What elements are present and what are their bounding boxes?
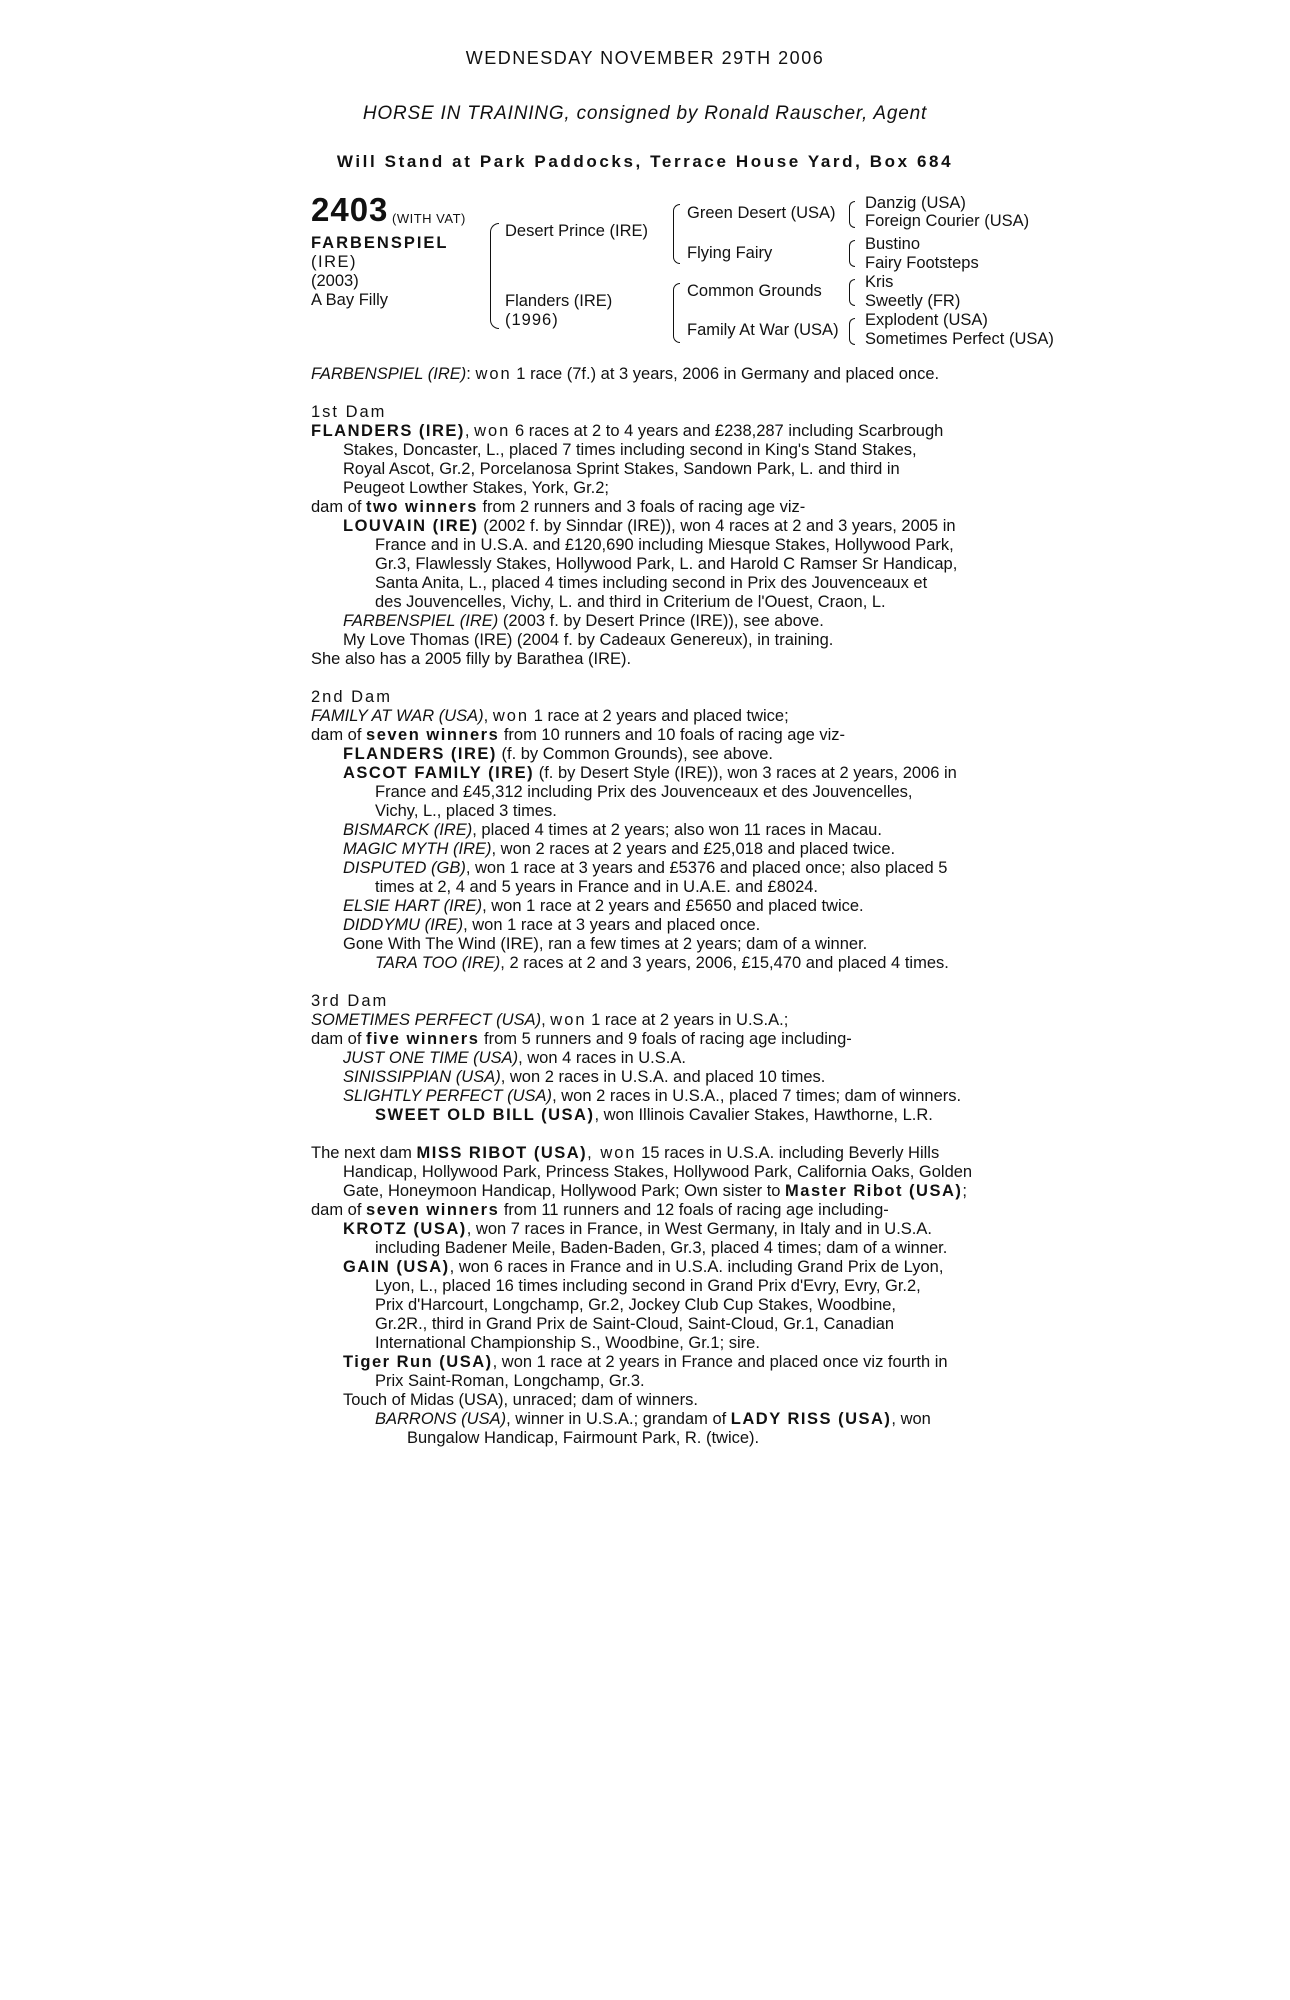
horse-year: (2003) — [311, 272, 359, 290]
pedigree-sss: Danzig (USA) — [865, 194, 966, 212]
pedigree-ddd: Sometimes Perfect (USA) — [865, 330, 1054, 348]
progeny-name: MAGIC MYTH (IRE) — [343, 840, 492, 858]
progeny-name: Tiger Run (USA) — [343, 1353, 493, 1371]
progeny-text: , won 1 race at 2 years in France and placed once viz fourth in — [492, 1353, 948, 1371]
progeny-line: times at 2, 4 and 5 years in France and in U.A.E. and £8024. — [375, 878, 819, 896]
progeny-line: Gone With The Wind (IRE), ran a few times at 2 years; dam of a winner. — [343, 935, 868, 953]
progeny-name: ASCOT FAMILY (IRE) — [343, 764, 535, 782]
second-dam-produce-post: from 10 runners and 10 foals of racing age viz- — [499, 726, 846, 744]
summary-text: 1 race (7f.) at 3 years, 2006 in Germany and placed once. — [511, 365, 940, 383]
progeny-text: , won 1 race at 3 years and placed once. — [463, 916, 761, 934]
pedigree-sire-dam: Flying Fairy — [687, 244, 773, 262]
progeny-text: (2002 f. by Sinndar (IRE)), won 4 races at 2 and 3 years, 2005 in — [478, 517, 956, 535]
progeny-name: FLANDERS (IRE) — [343, 745, 497, 763]
progeny-name: JUST ONE TIME (USA) — [343, 1049, 519, 1067]
progeny-name: SLIGHTLY PERFECT (USA) — [343, 1087, 553, 1105]
summary-won: won — [475, 365, 512, 383]
third-dam-won: won — [550, 1011, 587, 1029]
progeny-name: ELSIE HART (IRE) — [343, 897, 483, 915]
horse-name: FARBENSPIEL — [311, 234, 449, 252]
next-dam-winners-count: seven winners — [366, 1201, 500, 1219]
horse-description: A Bay Filly — [311, 291, 389, 309]
progeny-name: TARA TOO (IRE) — [375, 954, 501, 972]
sale-date: WEDNESDAY NOVEMBER 29TH 2006 — [465, 48, 825, 68]
pedigree-brace-1 — [490, 223, 499, 329]
next-dam-line: Gate, Honeymoon Handicap, Hollywood Park; Own sister to — [343, 1182, 786, 1200]
third-dam-name: SOMETIMES PERFECT (USA) — [311, 1011, 542, 1029]
progeny-line: Lyon, L., placed 16 times including second in Grand Prix d'Evry, Evry, Gr.2, — [375, 1277, 921, 1295]
pedigree-sire: Desert Prince (IRE) — [505, 222, 649, 240]
progeny-name: LADY RISS (USA) — [730, 1410, 892, 1428]
progeny-name: FARBENSPIEL (IRE) — [343, 612, 499, 630]
first-dam-line: Royal Ascot, Gr.2, Porcelanosa Sprint Stakes, Sandown Park, L. and third in — [343, 460, 900, 478]
next-dam-line: ; — [962, 1182, 967, 1200]
progeny-line: including Badener Meile, Baden-Baden, Gr.3, placed 4 times; dam of a winner. — [375, 1239, 948, 1257]
progeny-text: , won 2 races in U.S.A. and placed 10 times. — [500, 1068, 826, 1086]
pedigree-sire-sire: Green Desert (USA) — [687, 204, 836, 222]
progeny-text: , won 2 races at 2 years and £25,018 and placed twice. — [491, 840, 896, 858]
progeny-line: She also has a 2005 filly by Barathea (IRE). — [311, 650, 632, 668]
progeny-text: , 2 races at 2 and 3 years, 2006, £15,470 and placed 4 times. — [500, 954, 949, 972]
progeny-line: Santa Anita, L., placed 4 times including second in Prix des Jouvenceaux et — [375, 574, 928, 592]
progeny-line: Touch of Midas (USA), unraced; dam of winners. — [343, 1391, 698, 1409]
progeny-name: KROTZ (USA) — [343, 1220, 467, 1238]
pedigree-sdd: Fairy Footsteps — [865, 254, 979, 272]
third-dam-winners-count: five winners — [366, 1030, 480, 1048]
progeny-name: BISMARCK (IRE) — [343, 821, 473, 839]
third-dam-produce-pre: dam of — [311, 1030, 367, 1048]
progeny-line: des Jouvencelles, Vichy, L. and third in Criterium de l'Ouest, Craon, L. — [375, 593, 886, 611]
next-dam-produce-pre: dam of — [311, 1201, 367, 1219]
progeny-text: , won 6 races in France and in U.S.A. including Grand Prix de Lyon, — [449, 1258, 944, 1276]
second-dam-name: FAMILY AT WAR (USA) — [311, 707, 484, 725]
progeny-name: SWEET OLD BILL (USA) — [375, 1106, 595, 1124]
progeny-line: Vichy, L., placed 3 times. — [375, 802, 557, 820]
progeny-line: Gr.3, Flawlessly Stakes, Hollywood Park, L. and Harold C Ramser Sr Handicap, — [375, 555, 958, 573]
catalogue-text — [311, 365, 1031, 1467]
summary-horse-name: FARBENSPIEL (IRE) — [311, 365, 467, 383]
first-dam-name: FLANDERS (IRE) — [311, 422, 465, 440]
second-dam-produce-pre: dam of — [311, 726, 367, 744]
progeny-text: (f. by Desert Style (IRE)), won 3 races at 2 years, 2006 in — [534, 764, 957, 782]
progeny-line: France and in U.S.A. and £120,690 including Miesque Stakes, Hollywood Park, — [375, 536, 954, 554]
stabling-location: Will Stand at Park Paddocks, Terrace House Yard, Box 684 — [336, 152, 954, 171]
progeny-text: , won 1 race at 2 years and £5650 and placed twice. — [482, 897, 864, 915]
second-dam-section: 2nd Dam FAMILY AT WAR (USA), won 1 race at 2 years and placed twice; dam of seven winners from 10 runners and 10 foals of racing age viz- FLANDERS (IRE) (f. by Common Grounds), see above. ASCOT FAMILY (IRE) (f. by Desert Style (IRE)), won 3 races at 2 years, 2006 in France and £45,312 including Prix des Jouvenceaux et des Jouvencelles, Vichy, L., placed 3 times. BISMARCK (IRE), placed 4 times at 2 years; also won 11 races in Macau. MAGIC MYTH (IRE), won 2 races at 2 years and £25,018 and placed twice. DISPUTED (GB), won 1 race at 3 years and £5376 and placed once; also placed 5 times at 2, 4 and 5 years in France and in U.A.E. and £8024. ELSIE HART (IRE), won 1 race at 2 years and £5650 and placed twice. DIDDYMU (IRE), won 1 race at 3 years and placed once. Gone With The Wind (IRE), ran a few times at 2 years; dam of a winner. TARA TOO (IRE), 2 races at 2 and 3 years, 2006, £15,470 and placed 4 times. — [311, 688, 1031, 973]
progeny-line: Prix Saint-Roman, Longchamp, Gr.3. — [375, 1372, 645, 1390]
second-dam-won: won — [492, 707, 530, 725]
progeny-text: (f. by Common Grounds), see above. — [496, 745, 773, 763]
sibling-name: Master Ribot (USA) — [785, 1182, 963, 1200]
third-dam-section: 3rd Dam SOMETIMES PERFECT (USA), won 1 race at 2 years in U.S.A.; dam of five winners from 5 runners and 9 foals of racing age including- JUST ONE TIME (USA), won 4 races in U.S.A. SINISSIPPIAN (USA), won 2 races in U.S.A. and placed 10 times. SLIGHTLY PERFECT (USA), won 2 races in U.S.A., placed 7 times; dam of winners. SWEET OLD BILL (USA), won Illinois Cavalier Stakes, Hawthorne, L.R. — [311, 992, 1031, 1125]
first-dam-heading: 1st Dam — [311, 403, 387, 421]
first-dam-produce-post: from 2 runners and 3 foals of racing age viz- — [477, 498, 806, 516]
progeny-name: BARRONS (USA) — [375, 1410, 507, 1428]
progeny-name: SINISSIPPIAN (USA) — [343, 1068, 501, 1086]
progeny-text: , won 1 race at 3 years and £5376 and placed once; also placed 5 — [465, 859, 948, 877]
progeny-name: GAIN (USA) — [343, 1258, 450, 1276]
pedigree-brace-2 — [673, 204, 680, 264]
progeny-text: , won 4 races in U.S.A. — [518, 1049, 686, 1067]
progeny-line: Gr.2R., third in Grand Prix de Saint-Cloud, Saint-Cloud, Gr.1, Canadian — [375, 1315, 895, 1333]
progeny-text: , won Illinois Cavalier Stakes, Hawthorne, L.R. — [594, 1106, 933, 1124]
next-dam-produce-post: from 11 runners and 12 foals of racing age including- — [499, 1201, 889, 1219]
second-dam-winners-count: seven winners — [366, 726, 500, 744]
third-dam-heading: 3rd Dam — [311, 992, 389, 1010]
first-dam-text: 6 races at 2 to 4 years and £238,287 including Scarbrough — [510, 422, 944, 440]
progeny-line: Prix d'Harcourt, Longchamp, Gr.2, Jockey Club Cup Stakes, Woodbine, — [375, 1296, 897, 1314]
progeny-name: DIDDYMU (IRE) — [343, 916, 464, 934]
first-dam-line: Peugeot Lowther Stakes, York, Gr.2; — [343, 479, 609, 497]
pedigree-dam-sire: Common Grounds — [687, 282, 822, 300]
progeny-text: (2003 f. by Desert Prince (IRE)), see above. — [498, 612, 824, 630]
pedigree-dsd: Sweetly (FR) — [865, 292, 961, 310]
pedigree-dss: Kris — [865, 273, 894, 291]
pedigree-ssd: Foreign Courier (USA) — [865, 212, 1030, 230]
pedigree-dds: Explodent (USA) — [865, 311, 988, 329]
first-dam-line: Stakes, Doncaster, L., placed 7 times including second in King's Stand Stakes, — [343, 441, 917, 459]
lot-number: 2403 — [311, 191, 389, 228]
first-dam-winners-count: two winners — [366, 498, 478, 516]
next-dam-text: 15 races in U.S.A. including Beverly Hills — [636, 1144, 940, 1162]
pedigree-dam-dam: Family At War (USA) — [687, 321, 839, 339]
pedigree-dam: Flanders (IRE) — [505, 292, 613, 310]
progeny-text: , won 7 races in France, in West Germany, in Italy and in U.S.A. — [466, 1220, 932, 1238]
pedigree-sds: Bustino — [865, 235, 921, 253]
next-dam-name: MISS RIBOT (USA) — [416, 1144, 588, 1162]
progeny-line: Bungalow Handicap, Fairmount Park, R. (twice). — [407, 1429, 760, 1447]
progeny-name: DISPUTED (GB) — [343, 859, 466, 877]
next-dam-won: , won — [587, 1144, 637, 1162]
pedigree-dam-year: (1996) — [505, 311, 559, 329]
progeny-name: LOUVAIN (IRE) — [343, 517, 479, 535]
next-dam-pre: The next dam — [311, 1144, 417, 1162]
horse-country: (IRE) — [311, 253, 357, 271]
progeny-line: International Championship S., Woodbine, Gr.1; sire. — [375, 1334, 760, 1352]
progeny-line: My Love Thomas (IRE) (2004 f. by Cadeaux Genereux), in training. — [343, 631, 834, 649]
pedigree-brace-3 — [673, 283, 680, 343]
pedigree-brace-5 — [849, 240, 855, 267]
next-dam-section — [311, 1144, 1031, 1448]
second-dam-text: 1 race at 2 years and placed twice; — [529, 707, 789, 725]
progeny-line: France and £45,312 including Prix des Jouvenceaux et des Jouvencelles, — [375, 783, 913, 801]
progeny-text: , winner in U.S.A.; grandam of — [506, 1410, 731, 1428]
third-dam-text: 1 race at 2 years in U.S.A.; — [586, 1011, 789, 1029]
second-dam-heading: 2nd Dam — [311, 688, 392, 706]
progeny-text: , won 2 races in U.S.A., placed 7 times; dam of winners. — [552, 1087, 962, 1105]
race-summary: FARBENSPIEL (IRE): won 1 race (7f.) at 3 years, 2006 in Germany and placed once. — [311, 365, 940, 383]
consignment-line: HORSE IN TRAINING, consigned by Ronald Rauscher, Agent — [362, 103, 928, 124]
pedigree-brace-6 — [849, 279, 855, 306]
first-dam-produce-pre: dam of — [311, 498, 367, 516]
pedigree-brace-4 — [849, 201, 855, 228]
progeny-text: , won — [891, 1410, 931, 1428]
next-dam-line: Handicap, Hollywood Park, Princess Stakes, Hollywood Park, California Oaks, Golden — [343, 1163, 973, 1181]
progeny-text: , placed 4 times at 2 years; also won 11 races in Macau. — [472, 821, 882, 839]
first-dam-won: won — [474, 422, 511, 440]
first-dam-section: 1st Dam FLANDERS (IRE), won 6 races at 2 to 4 years and £238,287 including Scarbrough Stakes, Doncaster, L., placed 7 times including second in King's Stand Stakes, Royal Ascot, Gr.2, Porcelanosa Sprint Stakes, Sandown Park, L. and third in Peugeot Lowther Stakes, York, Gr.2; dam of two winners from 2 runners and 3 foals of racing age viz- LOUVAIN (IRE) (2002 f. by Sinndar (IRE)), won 4 races at 2 and 3 years, 2005 in France and in U.S.A. and £120,690 including Miesque Stakes, Hollywood Park, Gr.3, Flawlessly Stakes, Hollywood Park, L. and Harold C Ramser Sr Handicap, Santa Anita, L., placed 4 times including second in Prix des Jouvenceaux et des Jouvencelles, Vichy, L. and third in Criterium de l'Ouest, Craon, L. FARBENSPIEL (IRE) (2003 f. by Desert Prince (IRE)), see above. My Love Thomas (IRE) (2004 f. by Cadeaux Genereux), in training. She also has a 2005 filly by Barathea (IRE). — [311, 403, 1031, 669]
pedigree-brace-7 — [849, 318, 855, 345]
vat-note: (WITH VAT) — [392, 211, 466, 226]
third-dam-produce-post: from 5 runners and 9 foals of racing age including- — [479, 1030, 852, 1048]
